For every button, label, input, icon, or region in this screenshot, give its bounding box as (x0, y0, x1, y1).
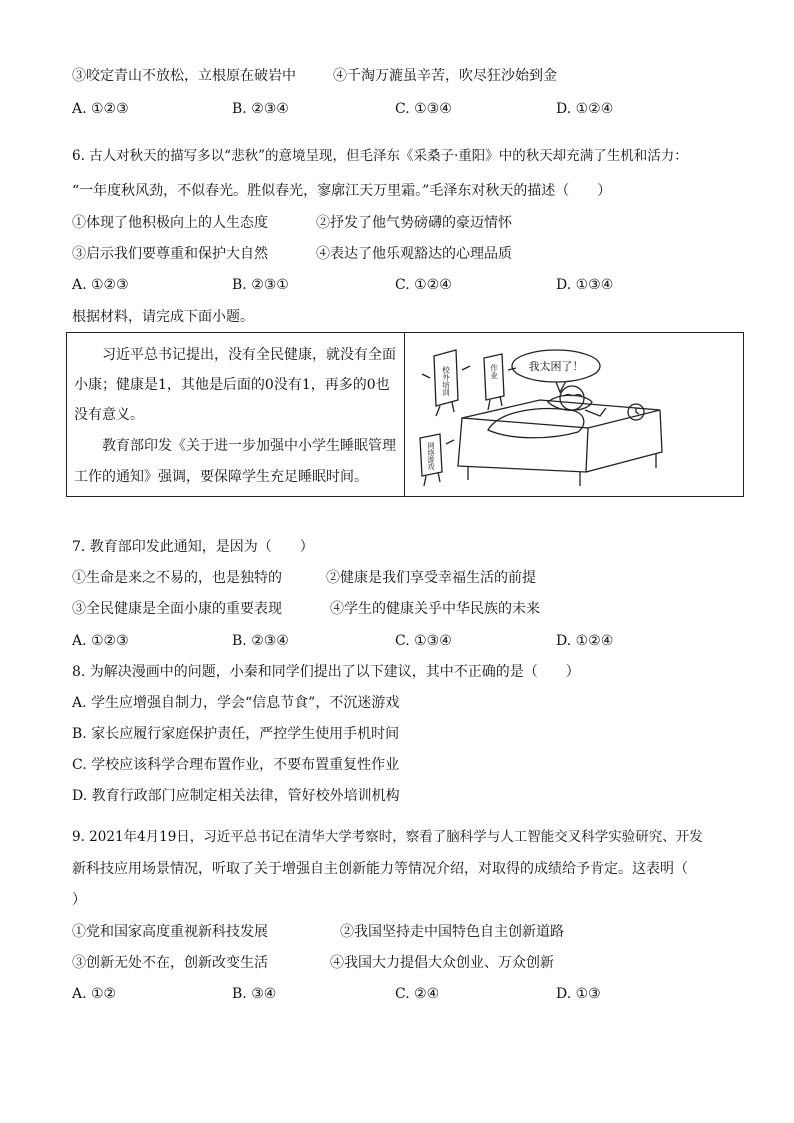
q5-statement-3: ③咬定青山不放松，立根原在破岩中 (72, 68, 296, 84)
q6-statement-2: ②抒发了他气势磅礴的豪迈情怀 (316, 215, 512, 231)
q9-option-c[interactable]: C. ②④ (395, 986, 440, 1002)
q7-statement-1: ①生命是来之不易的，也是独特的 (72, 570, 282, 586)
q5-statement-4: ④千淘万漉虽辛苦，吹尽狂沙始到金 (333, 68, 557, 84)
q8-option-a[interactable]: A. 学生应增强自制力，学会“信息节食”，不沉迷游戏 (72, 695, 400, 711)
q7-stem: 7. 教育部印发此通知，是因为（ ） (72, 539, 314, 555)
q9-option-d[interactable]: D. ①③ (556, 986, 601, 1002)
q7-statement-2: ②健康是我们享受幸福生活的前提 (326, 570, 536, 586)
q9-statement-1: ①党和国家高度重视新科技发展 (72, 924, 268, 940)
q9-statement-3: ③创新无处不在，创新改变生活 (72, 955, 268, 971)
material-intro: 根据材料，请完成下面小题。 (72, 309, 254, 325)
q8-option-b[interactable]: B. 家长应履行家庭保护责任，严控学生使用手机时间 (72, 726, 400, 742)
material-divider (404, 332, 405, 497)
q9-statement-2: ②我国坚持走中国特色自主创新道路 (340, 924, 564, 940)
q8-option-c[interactable]: C. 学校应该科学合理布置作业，不要布置重复性作业 (72, 757, 400, 773)
material-p1-line-2: 小康；健康是1，其他是后面的0没有1，再多的0也 (74, 377, 390, 393)
q7-statement-4: ④学生的健康关乎中华民族的未来 (330, 601, 540, 617)
q6-stem-line-2: “一年度秋风劲，不似春光。胜似春光，寥廓江天万里霜。”毛泽东对秋天的描述（ ） (72, 183, 612, 199)
q6-option-d[interactable]: D. ①③④ (556, 277, 614, 293)
cartoon-speech-bubble: 我太困了！ (528, 360, 584, 373)
q9-stem-line-2: 新科技应用场景情况，听取了关于增强自主创新能力等情况介绍，对取得的成绩给予肯定。这表明（ (72, 861, 688, 877)
material-p1-line-1: 习近平总书记提出，没有全民健康，就没有全面 (74, 347, 396, 363)
q8-option-d[interactable]: D. 教育行政部门应制定相关法律，管好校外培训机构 (72, 788, 400, 804)
q8-stem: 8. 为解决漫画中的问题，小秦和同学们提出了以下建议，其中不正确的是（ ） (72, 664, 580, 680)
cartoon-book-homework: 作业 (489, 364, 499, 379)
material-p1-line-3: 没有意义。 (74, 407, 144, 423)
q7-option-b[interactable]: B. ②③④ (232, 633, 289, 649)
q6-statement-3: ③启示我们要尊重和保护大自然 (72, 246, 268, 262)
q7-option-c[interactable]: C. ①③④ (395, 633, 452, 649)
material-p2-line-1: 教育部印发《关于进一步加强中小学生睡眠管理 (74, 438, 396, 454)
q6-statement-4: ④表达了他乐观豁达的心理品质 (316, 246, 512, 262)
q7-option-a[interactable]: A. ①②③ (72, 633, 129, 649)
q6-option-a[interactable]: A. ①②③ (72, 277, 129, 293)
q6-option-b[interactable]: B. ②③① (232, 277, 289, 293)
q5-option-c[interactable]: C. ①③④ (395, 101, 452, 117)
q6-statement-1: ①体现了他积极向上的人生态度 (72, 215, 268, 231)
q6-stem-line-1: 6. 古人对秋天的描写多以“悲秋”的意境呈现，但毛泽东《采桑子·重阳》中的秋天却充满了生机和活力： (72, 148, 688, 164)
cartoon-book-games: 网络游戏 (427, 442, 435, 470)
q6-option-c[interactable]: C. ①②④ (395, 277, 452, 293)
q9-stem-line-1: 9. 2021年4月19日，习近平总书记在清华大学考察时，察看了脑科学与人工智能交叉科学实验研究、开发 (72, 829, 703, 845)
q5-option-a[interactable]: A. ①②③ (72, 101, 129, 117)
material-p2-line-2: 工作的通知》强调，要保障学生充足睡眠时间。 (74, 469, 368, 485)
q7-option-d[interactable]: D. ①②④ (556, 633, 614, 649)
q5-option-b[interactable]: B. ②③④ (232, 101, 289, 117)
q5-option-d[interactable]: D. ①②④ (556, 101, 614, 117)
q9-option-a[interactable]: A. ①② (72, 986, 117, 1002)
q9-statement-4: ④我国大力提倡大众创业、万众创新 (330, 955, 554, 971)
q9-option-b[interactable]: B. ③④ (232, 986, 277, 1002)
q9-stem-line-3: ） (72, 892, 86, 908)
cartoon-illustration (410, 340, 736, 490)
q7-statement-3: ③全民健康是全面小康的重要表现 (72, 601, 282, 617)
cartoon-book-training: 校外培训 (441, 366, 451, 396)
